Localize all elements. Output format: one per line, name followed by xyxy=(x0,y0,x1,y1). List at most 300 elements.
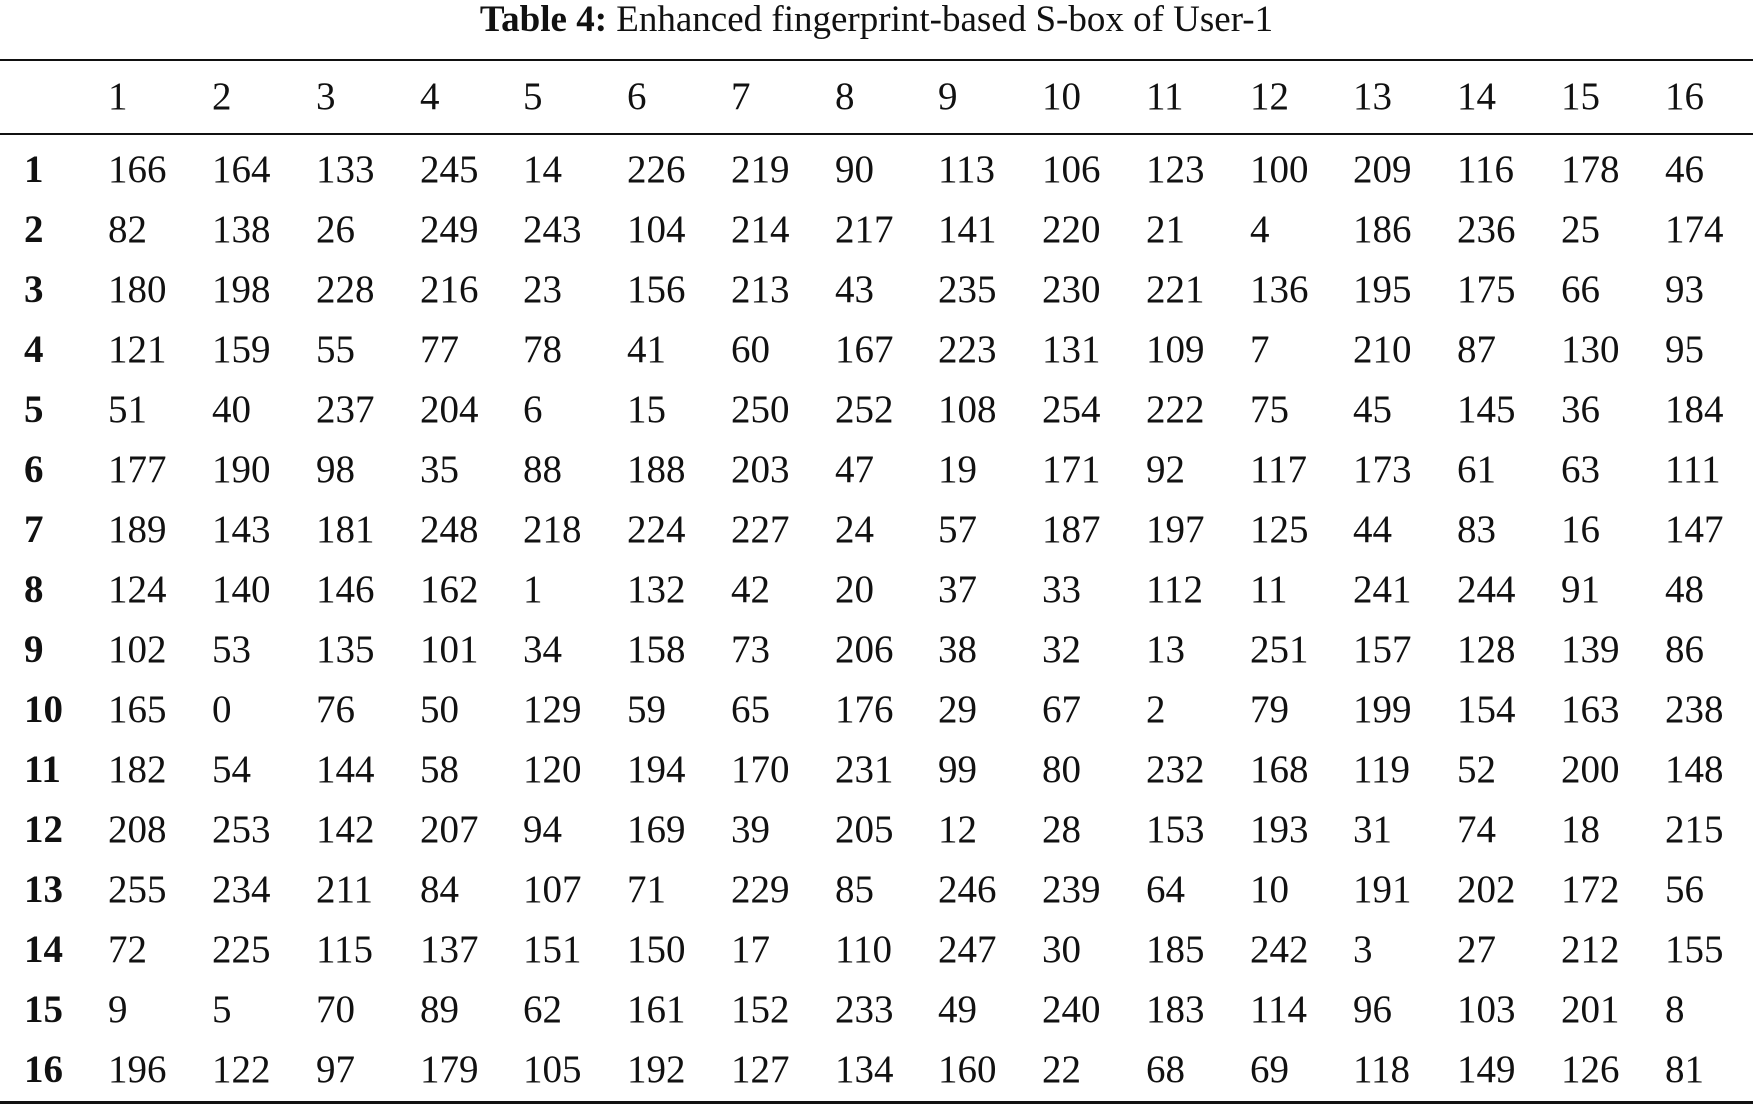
row-header: 10 xyxy=(24,688,63,731)
table-cell: 239 xyxy=(1042,868,1101,911)
table-cell: 166 xyxy=(108,148,167,191)
row-header: 2 xyxy=(24,208,44,251)
table-cell: 169 xyxy=(627,808,686,851)
table-cell: 115 xyxy=(316,928,374,971)
table-cell: 25 xyxy=(1561,208,1600,251)
table-row xyxy=(0,620,1753,680)
table-cell: 245 xyxy=(420,148,479,191)
table-cell: 178 xyxy=(1561,148,1620,191)
table-cell: 119 xyxy=(1353,748,1411,791)
table-cell: 17 xyxy=(731,928,770,971)
table-cell: 58 xyxy=(420,748,459,791)
table-cell: 204 xyxy=(420,388,479,431)
table-row xyxy=(0,140,1753,200)
table-cell: 164 xyxy=(212,148,271,191)
table-cell: 184 xyxy=(1665,388,1724,431)
table-number-label: Table 4: xyxy=(479,0,608,40)
table-cell: 176 xyxy=(835,688,894,731)
table-cell: 91 xyxy=(1561,568,1600,611)
row-header: 6 xyxy=(24,448,44,491)
table-cell: 206 xyxy=(835,628,894,671)
table-cell: 59 xyxy=(627,688,666,731)
table-cell: 241 xyxy=(1353,568,1412,611)
table-cell: 46 xyxy=(1665,148,1704,191)
table-cell: 185 xyxy=(1146,928,1205,971)
table-cell: 182 xyxy=(108,748,167,791)
table-cell: 141 xyxy=(938,208,997,251)
table-cell: 79 xyxy=(1250,688,1289,731)
table-row xyxy=(0,860,1753,920)
table-cell: 214 xyxy=(731,208,790,251)
table-cell: 20 xyxy=(835,568,874,611)
table-cell: 16 xyxy=(1561,508,1600,551)
table-cell: 150 xyxy=(627,928,686,971)
table-cell: 158 xyxy=(627,628,686,671)
table-cell: 9 xyxy=(108,988,128,1031)
table-row xyxy=(0,1040,1753,1100)
table-cell: 123 xyxy=(1146,148,1205,191)
table-cell: 232 xyxy=(1146,748,1205,791)
table-cell: 148 xyxy=(1665,748,1724,791)
table-cell: 201 xyxy=(1561,988,1620,1031)
table-cell: 219 xyxy=(731,148,790,191)
table-cell: 93 xyxy=(1665,268,1704,311)
table-row xyxy=(0,560,1753,620)
table-cell: 13 xyxy=(1146,628,1185,671)
table-cell: 113 xyxy=(938,148,996,191)
table-cell: 229 xyxy=(731,868,790,911)
table-cell: 97 xyxy=(316,1048,355,1091)
table-cell: 83 xyxy=(1457,508,1496,551)
row-header: 16 xyxy=(24,1048,63,1091)
column-header: 2 xyxy=(212,75,232,118)
table-cell: 175 xyxy=(1457,268,1516,311)
table-cell: 41 xyxy=(627,328,666,371)
table-row xyxy=(0,980,1753,1040)
table-cell: 42 xyxy=(731,568,770,611)
table-cell: 11 xyxy=(1250,568,1288,611)
table-cell: 96 xyxy=(1353,988,1392,1031)
table-cell: 76 xyxy=(316,688,355,731)
table-cell: 45 xyxy=(1353,388,1392,431)
table-cell: 242 xyxy=(1250,928,1309,971)
table-cell: 3 xyxy=(1353,928,1373,971)
table-cell: 19 xyxy=(938,448,977,491)
table-cell: 31 xyxy=(1353,808,1392,851)
table-cell: 200 xyxy=(1561,748,1620,791)
row-header: 5 xyxy=(24,388,44,431)
table-cell: 155 xyxy=(1665,928,1724,971)
table-cell: 147 xyxy=(1665,508,1724,551)
table-cell: 227 xyxy=(731,508,790,551)
table-cell: 60 xyxy=(731,328,770,371)
column-header: 10 xyxy=(1042,75,1081,118)
table-cell: 132 xyxy=(627,568,686,611)
table-cell: 243 xyxy=(523,208,582,251)
table-cell: 77 xyxy=(420,328,459,371)
table-cell: 88 xyxy=(523,448,562,491)
table-cell: 203 xyxy=(731,448,790,491)
table-cell: 250 xyxy=(731,388,790,431)
table-cell: 220 xyxy=(1042,208,1101,251)
table-cell: 112 xyxy=(1146,568,1204,611)
table-cell: 217 xyxy=(835,208,894,251)
table-cell: 34 xyxy=(523,628,562,671)
table-cell: 84 xyxy=(420,868,459,911)
table-cell: 129 xyxy=(523,688,582,731)
column-header: 3 xyxy=(316,75,336,118)
table-cell: 55 xyxy=(316,328,355,371)
column-header: 16 xyxy=(1665,75,1704,118)
table-cell: 208 xyxy=(108,808,167,851)
table-cell: 8 xyxy=(1665,988,1685,1031)
table-cell: 116 xyxy=(1457,148,1515,191)
table-cell: 54 xyxy=(212,748,251,791)
column-header: 1 xyxy=(108,75,128,118)
table-cell: 238 xyxy=(1665,688,1724,731)
table-cell: 65 xyxy=(731,688,770,731)
table-cell: 162 xyxy=(420,568,479,611)
table-cell: 101 xyxy=(420,628,479,671)
table-cell: 23 xyxy=(523,268,562,311)
table-cell: 173 xyxy=(1353,448,1412,491)
table-cell: 50 xyxy=(420,688,459,731)
table-cell: 24 xyxy=(835,508,874,551)
table-cell: 7 xyxy=(1250,328,1270,371)
table-cell: 53 xyxy=(212,628,251,671)
table-cell: 67 xyxy=(1042,688,1081,731)
column-header: 11 xyxy=(1146,75,1184,118)
table-cell: 230 xyxy=(1042,268,1101,311)
table-cell: 199 xyxy=(1353,688,1412,731)
table-cell: 70 xyxy=(316,988,355,1031)
table-cell: 1 xyxy=(523,568,543,611)
table-row xyxy=(0,380,1753,440)
table-cell: 104 xyxy=(627,208,686,251)
table-cell: 181 xyxy=(316,508,375,551)
table-cell: 69 xyxy=(1250,1048,1289,1091)
table-cell: 82 xyxy=(108,208,147,251)
table-cell: 127 xyxy=(731,1048,790,1091)
table-cell: 27 xyxy=(1457,928,1496,971)
table-cell: 223 xyxy=(938,328,997,371)
table-cell: 168 xyxy=(1250,748,1309,791)
table-cell: 114 xyxy=(1250,988,1308,1031)
table-cell: 49 xyxy=(938,988,977,1031)
table-cell: 118 xyxy=(1353,1048,1411,1091)
column-header: 12 xyxy=(1250,75,1289,118)
table-cell: 192 xyxy=(627,1048,686,1091)
table-cell: 86 xyxy=(1665,628,1704,671)
table-cell: 163 xyxy=(1561,688,1620,731)
table-cell: 248 xyxy=(420,508,479,551)
table-cell: 146 xyxy=(316,568,375,611)
row-header: 15 xyxy=(24,988,63,1031)
table-cell: 102 xyxy=(108,628,167,671)
table-cell: 38 xyxy=(938,628,977,671)
table-cell: 18 xyxy=(1561,808,1600,851)
table-cell: 211 xyxy=(316,868,374,911)
table-cell: 51 xyxy=(108,388,147,431)
table-cell: 36 xyxy=(1561,388,1600,431)
table-cell: 167 xyxy=(835,328,894,371)
table-cell: 222 xyxy=(1146,388,1205,431)
table-cell: 128 xyxy=(1457,628,1516,671)
table-cell: 221 xyxy=(1146,268,1205,311)
table-cell: 191 xyxy=(1353,868,1412,911)
table-cell: 44 xyxy=(1353,508,1392,551)
table-cell: 190 xyxy=(212,448,271,491)
table-row xyxy=(0,680,1753,740)
table-cell: 252 xyxy=(835,388,894,431)
table-cell: 170 xyxy=(731,748,790,791)
table-cell: 125 xyxy=(1250,508,1309,551)
table-cell: 47 xyxy=(835,448,874,491)
table-cell: 198 xyxy=(212,268,271,311)
table-cell: 177 xyxy=(108,448,167,491)
table-cell: 187 xyxy=(1042,508,1101,551)
table-cell: 189 xyxy=(108,508,167,551)
table-cell: 216 xyxy=(420,268,479,311)
table-cell: 107 xyxy=(523,868,582,911)
table-cell: 207 xyxy=(420,808,479,851)
table-cell: 48 xyxy=(1665,568,1704,611)
table-cell: 35 xyxy=(420,448,459,491)
table-cell: 212 xyxy=(1561,928,1620,971)
table-cell: 179 xyxy=(420,1048,479,1091)
table-row xyxy=(0,500,1753,560)
table-cell: 29 xyxy=(938,688,977,731)
table-cell: 140 xyxy=(212,568,271,611)
table-cell: 117 xyxy=(1250,448,1308,491)
table-cell: 103 xyxy=(1457,988,1516,1031)
table-cell: 14 xyxy=(523,148,562,191)
table-cell: 136 xyxy=(1250,268,1309,311)
table-cell: 72 xyxy=(108,928,147,971)
row-header: 12 xyxy=(24,808,63,851)
table-cell: 78 xyxy=(523,328,562,371)
table-cell: 90 xyxy=(835,148,874,191)
table-cell: 247 xyxy=(938,928,997,971)
table-cell: 12 xyxy=(938,808,977,851)
table-cell: 228 xyxy=(316,268,375,311)
table-cell: 133 xyxy=(316,148,375,191)
table-cell: 43 xyxy=(835,268,874,311)
table-cell: 218 xyxy=(523,508,582,551)
table-header-row xyxy=(0,67,1753,127)
table-cell: 246 xyxy=(938,868,997,911)
table-cell: 99 xyxy=(938,748,977,791)
table-cell: 2 xyxy=(1146,688,1166,731)
table-cell: 224 xyxy=(627,508,686,551)
table-cell: 63 xyxy=(1561,448,1600,491)
table-cell: 154 xyxy=(1457,688,1516,731)
table-cell: 254 xyxy=(1042,388,1101,431)
row-header: 14 xyxy=(24,928,63,971)
table-cell: 100 xyxy=(1250,148,1309,191)
table-cell: 95 xyxy=(1665,328,1704,371)
table-cell: 37 xyxy=(938,568,977,611)
table-cell: 64 xyxy=(1146,868,1185,911)
table-cell: 196 xyxy=(108,1048,167,1091)
row-header: 7 xyxy=(24,508,44,551)
row-header: 1 xyxy=(24,148,44,191)
table-cell: 145 xyxy=(1457,388,1516,431)
table-cell: 98 xyxy=(316,448,355,491)
column-header: 15 xyxy=(1561,75,1600,118)
table-row xyxy=(0,260,1753,320)
table-cell: 236 xyxy=(1457,208,1516,251)
table-cell: 73 xyxy=(731,628,770,671)
table-cell: 152 xyxy=(731,988,790,1031)
table-cell: 105 xyxy=(523,1048,582,1091)
table-cell: 172 xyxy=(1561,868,1620,911)
column-header: 13 xyxy=(1353,75,1392,118)
table-row xyxy=(0,800,1753,860)
table-cell: 131 xyxy=(1042,328,1101,371)
table-cell: 134 xyxy=(835,1048,894,1091)
table-cell: 240 xyxy=(1042,988,1101,1031)
table-cell: 149 xyxy=(1457,1048,1516,1091)
table-cell: 26 xyxy=(316,208,355,251)
table-cell: 233 xyxy=(835,988,894,1031)
table-cell: 255 xyxy=(108,868,167,911)
table-cell: 52 xyxy=(1457,748,1496,791)
table-cell: 66 xyxy=(1561,268,1600,311)
table-cell: 249 xyxy=(420,208,479,251)
table-cell: 4 xyxy=(1250,208,1270,251)
table-cell: 193 xyxy=(1250,808,1309,851)
table-cell: 194 xyxy=(627,748,686,791)
table-row xyxy=(0,200,1753,260)
table-cell: 121 xyxy=(108,328,167,371)
table-cell: 28 xyxy=(1042,808,1081,851)
table-row xyxy=(0,440,1753,500)
row-header: 4 xyxy=(24,328,44,371)
table-cell: 251 xyxy=(1250,628,1309,671)
table-cell: 62 xyxy=(523,988,562,1031)
table-cell: 21 xyxy=(1146,208,1185,251)
table-cell: 124 xyxy=(108,568,167,611)
table-cell: 171 xyxy=(1042,448,1101,491)
table-cell: 234 xyxy=(212,868,271,911)
column-header: 4 xyxy=(420,75,440,118)
table-cell: 92 xyxy=(1146,448,1185,491)
table-cell: 108 xyxy=(938,388,997,431)
table-row xyxy=(0,740,1753,800)
table-cell: 74 xyxy=(1457,808,1496,851)
table-cell: 209 xyxy=(1353,148,1412,191)
row-header: 3 xyxy=(24,268,44,311)
table-cell: 174 xyxy=(1665,208,1724,251)
table-cell: 30 xyxy=(1042,928,1081,971)
table-cell: 135 xyxy=(316,628,375,671)
table-cell: 156 xyxy=(627,268,686,311)
table-row xyxy=(0,320,1753,380)
table-cell: 40 xyxy=(212,388,251,431)
table-cell: 6 xyxy=(523,388,543,431)
table-cell: 138 xyxy=(212,208,271,251)
column-header: 6 xyxy=(627,75,647,118)
table-cell: 94 xyxy=(523,808,562,851)
table-cell: 195 xyxy=(1353,268,1412,311)
table-cell: 183 xyxy=(1146,988,1205,1031)
table-cell: 81 xyxy=(1665,1048,1704,1091)
table-cell: 39 xyxy=(731,808,770,851)
table-cell: 188 xyxy=(627,448,686,491)
row-header: 11 xyxy=(24,748,61,791)
table-cell: 226 xyxy=(627,148,686,191)
table-cell: 68 xyxy=(1146,1048,1185,1091)
table-cell: 139 xyxy=(1561,628,1620,671)
table-cell: 10 xyxy=(1250,868,1289,911)
row-header: 9 xyxy=(24,628,44,671)
table-cell: 244 xyxy=(1457,568,1516,611)
column-header: 7 xyxy=(731,75,751,118)
table-cell: 215 xyxy=(1665,808,1724,851)
table-cell: 180 xyxy=(108,268,167,311)
table-cell: 130 xyxy=(1561,328,1620,371)
row-header: 13 xyxy=(24,868,63,911)
table-cell: 122 xyxy=(212,1048,271,1091)
table-row xyxy=(0,920,1753,980)
table-cell: 165 xyxy=(108,688,167,731)
table-cell: 161 xyxy=(627,988,686,1031)
table-cell: 32 xyxy=(1042,628,1081,671)
table-cell: 225 xyxy=(212,928,271,971)
table-cell: 137 xyxy=(420,928,479,971)
table-cell: 110 xyxy=(835,928,893,971)
column-header: 8 xyxy=(835,75,855,118)
table-cell: 142 xyxy=(316,808,375,851)
table-cell: 85 xyxy=(835,868,874,911)
table-title: Enhanced fingerprint-based S-box of User-1 xyxy=(616,0,1274,40)
table-cell: 89 xyxy=(420,988,459,1031)
table-cell: 87 xyxy=(1457,328,1496,371)
table-cell: 109 xyxy=(1146,328,1205,371)
table-cell: 153 xyxy=(1146,808,1205,851)
table-cell: 61 xyxy=(1457,448,1496,491)
table-cell: 57 xyxy=(938,508,977,551)
table-cell: 5 xyxy=(212,988,232,1031)
column-header: 5 xyxy=(523,75,543,118)
table-cell: 80 xyxy=(1042,748,1081,791)
table-cell: 231 xyxy=(835,748,894,791)
table-cell: 197 xyxy=(1146,508,1205,551)
table-cell: 120 xyxy=(523,748,582,791)
column-header: 9 xyxy=(938,75,958,118)
table-cell: 202 xyxy=(1457,868,1516,911)
table-cell: 75 xyxy=(1250,388,1289,431)
table-cell: 0 xyxy=(212,688,232,731)
table-cell: 22 xyxy=(1042,1048,1081,1091)
table-cell: 111 xyxy=(1665,448,1721,491)
table-cell: 126 xyxy=(1561,1048,1620,1091)
row-header: 8 xyxy=(24,568,44,611)
table-cell: 237 xyxy=(316,388,375,431)
column-header: 14 xyxy=(1457,75,1496,118)
table-cell: 235 xyxy=(938,268,997,311)
table-cell: 151 xyxy=(523,928,582,971)
table-cell: 144 xyxy=(316,748,375,791)
table-cell: 106 xyxy=(1042,148,1101,191)
table-cell: 157 xyxy=(1353,628,1412,671)
table-cell: 253 xyxy=(212,808,271,851)
table-cell: 143 xyxy=(212,508,271,551)
table-cell: 160 xyxy=(938,1048,997,1091)
table-cell: 186 xyxy=(1353,208,1412,251)
table-cell: 33 xyxy=(1042,568,1081,611)
